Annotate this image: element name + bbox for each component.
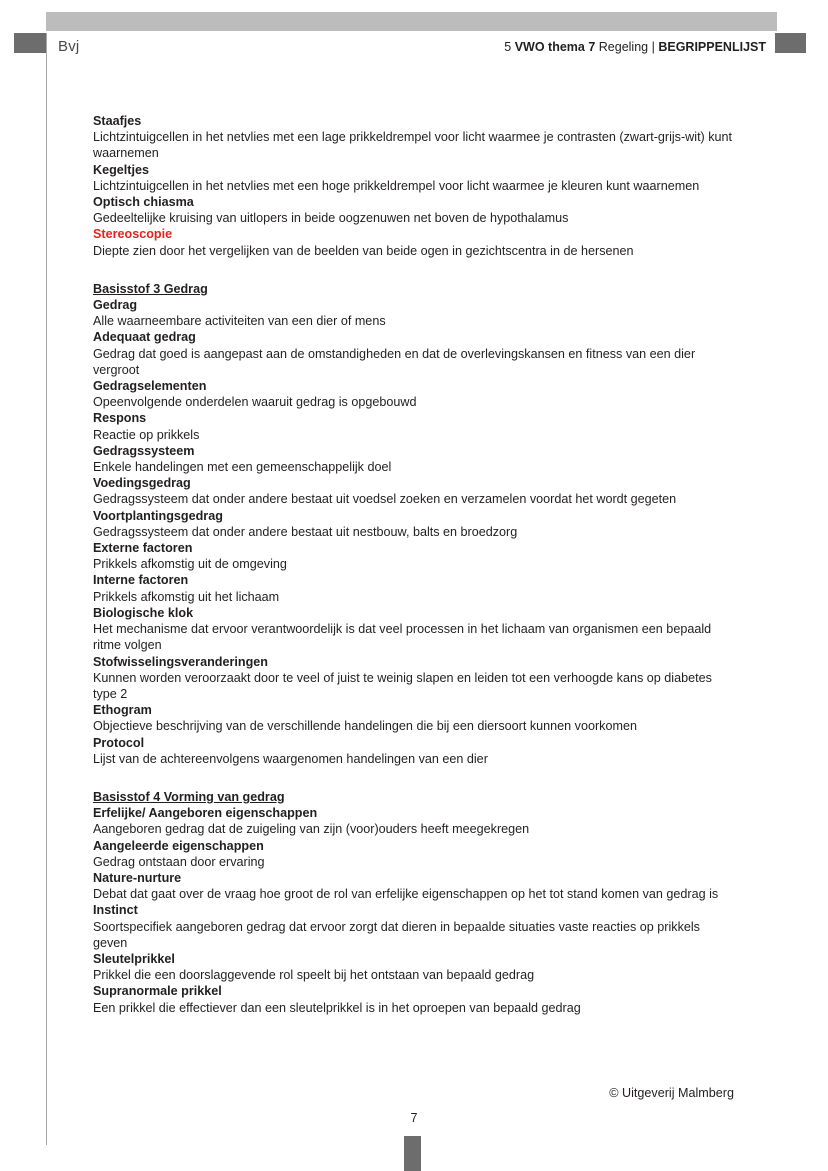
copyright-notice: © Uitgeverij Malmberg — [609, 1086, 734, 1100]
glossary-definition: Gedrag ontstaan door ervaring — [93, 854, 265, 869]
glossary-definition: Het mechanisme dat ervoor verantwoordelijk is dat veel processen in het lichaam van organismen een bepaald ritme volgen — [93, 622, 712, 653]
glossary-definition: Gedeeltelijke kruising van uitlopers in beide oogzenuwen net boven de hypothalamus — [93, 211, 569, 226]
glossary-content — [93, 113, 735, 1016]
glossary-definition: Prikkels afkomstig uit de omgeving — [93, 557, 287, 572]
glossary-definition: Objectieve beschrijving van de verschillende handelingen die bij een diersoort kunnen voorkomen — [93, 719, 637, 734]
header-topic: Regeling — [598, 40, 649, 54]
section-heading: Basisstof 4 Vorming van gedrag — [93, 789, 285, 804]
glossary-term: Respons — [93, 411, 147, 426]
section-heading: Basisstof 3 Gedrag — [93, 281, 208, 296]
glossary-definition: Gedragssysteem dat onder andere bestaat uit voedsel zoeken en verzamelen voordat het wordt gegeten — [93, 492, 677, 507]
glossary-term: Interne factoren — [93, 573, 189, 588]
glossary-definition: Opeenvolgende onderdelen waaruit gedrag is opgebouwd — [93, 395, 417, 410]
glossary-term: Voedingsgedrag — [93, 476, 191, 491]
publisher-logo: Bvj — [58, 38, 80, 55]
glossary-term: Protocol — [93, 735, 145, 750]
glossary-definition: Gedrag dat goed is aangepast aan de omstandigheden en dat de overlevingskansen en fitness van een dier vergroot — [93, 346, 696, 377]
glossary-term: Staafjes — [93, 114, 142, 128]
glossary-term: Gedragssysteem — [93, 443, 195, 458]
glossary-term: Ethogram — [93, 703, 152, 718]
header-decoration-square-left — [14, 33, 46, 53]
header-grade: 5 — [504, 40, 512, 54]
glossary-definition: Een prikkel die effectiever dan een sleutelprikkel is in het oproepen van bepaald gedrag — [93, 1000, 581, 1015]
glossary-term: Erfelijke/ Aangeboren eigenschappen — [93, 806, 318, 821]
glossary-term: Stofwisselingsveranderingen — [93, 654, 268, 669]
glossary-definition: Gedragssysteem dat onder andere bestaat uit nestbouw, balts en broedzorg — [93, 524, 518, 539]
glossary-definition: Kunnen worden veroorzaakt door te veel of juist te weinig slapen en leiden tot een verhoogde kans op diabetes type 2 — [93, 670, 712, 701]
header-separator: | — [651, 40, 655, 54]
header-course: VWO thema 7 — [514, 40, 596, 54]
glossary-term: Sleutelprikkel — [93, 951, 175, 966]
glossary-term: Gedrag — [93, 298, 138, 313]
glossary-term: Stereoscopie — [93, 227, 173, 242]
section-spacer — [93, 767, 735, 789]
glossary-term: Aangeleerde eigenschappen — [93, 838, 264, 853]
glossary-definition: Lichtzintuigcellen in het netvlies met een hoge prikkeldrempel voor licht waarmee je kleuren kunt waarnemen — [93, 178, 700, 193]
glossary-definition: Lijst van de achtereenvolgens waargenomen handelingen van een dier — [93, 751, 488, 766]
glossary-term: Adequaat gedrag — [93, 330, 196, 345]
page-number: 7 — [410, 1111, 418, 1125]
section-spacer — [93, 259, 735, 281]
glossary-definition: Debat dat gaat over de vraag hoe groot de rol van erfelijke eigenschappen op het tot stand komen van gedrag is — [93, 887, 719, 902]
glossary-term: Optisch chiasma — [93, 195, 194, 210]
glossary-definition: Prikkels afkomstig uit het lichaam — [93, 589, 280, 604]
glossary-term: Instinct — [93, 903, 138, 918]
header-doc-type: BEGRIPPENLIJST — [658, 40, 766, 54]
glossary-definition: Soortspecifiek aangeboren gedrag dat ervoor zorgt dat dieren in bepaalde situaties vaste reacties op prikkels geven — [93, 919, 700, 950]
glossary-term: Biologische klok — [93, 605, 194, 620]
header-decoration-square-right — [775, 33, 806, 53]
left-margin-rule — [46, 33, 47, 1145]
header-title — [504, 40, 766, 54]
glossary-term: Kegeltjes — [93, 162, 149, 177]
glossary-definition: Alle waarneembare activiteiten van een dier of mens — [93, 314, 386, 329]
glossary-definition: Diepte zien door het vergelijken van de beelden van beide ogen in gezichtscentra in de hersenen — [93, 243, 634, 258]
glossary-term: Externe factoren — [93, 541, 193, 556]
glossary-definition: Prikkel die een doorslaggevende rol speelt bij het ontstaan van bepaald gedrag — [93, 968, 535, 983]
glossary-term: Gedragselementen — [93, 379, 207, 394]
glossary-definition: Reactie op prikkels — [93, 427, 200, 442]
glossary-term: Supranormale prikkel — [93, 984, 222, 999]
glossary-term: Voortplantingsgedrag — [93, 508, 223, 523]
glossary-definition: Lichtzintuigcellen in het netvlies met een lage prikkeldrempel voor licht waarmee je contrasten (zwart-grijs-wit) kunt waarnemen — [93, 130, 733, 161]
glossary-definition: Enkele handelingen met een gemeenschappelijk doel — [93, 460, 392, 475]
footer-decoration-bar — [404, 1136, 421, 1171]
header-decoration-bar — [46, 12, 777, 31]
glossary-definition: Aangeboren gedrag dat de zuigeling van zijn (voor)ouders heeft meegekregen — [93, 822, 530, 837]
glossary-term: Nature-nurture — [93, 870, 182, 885]
